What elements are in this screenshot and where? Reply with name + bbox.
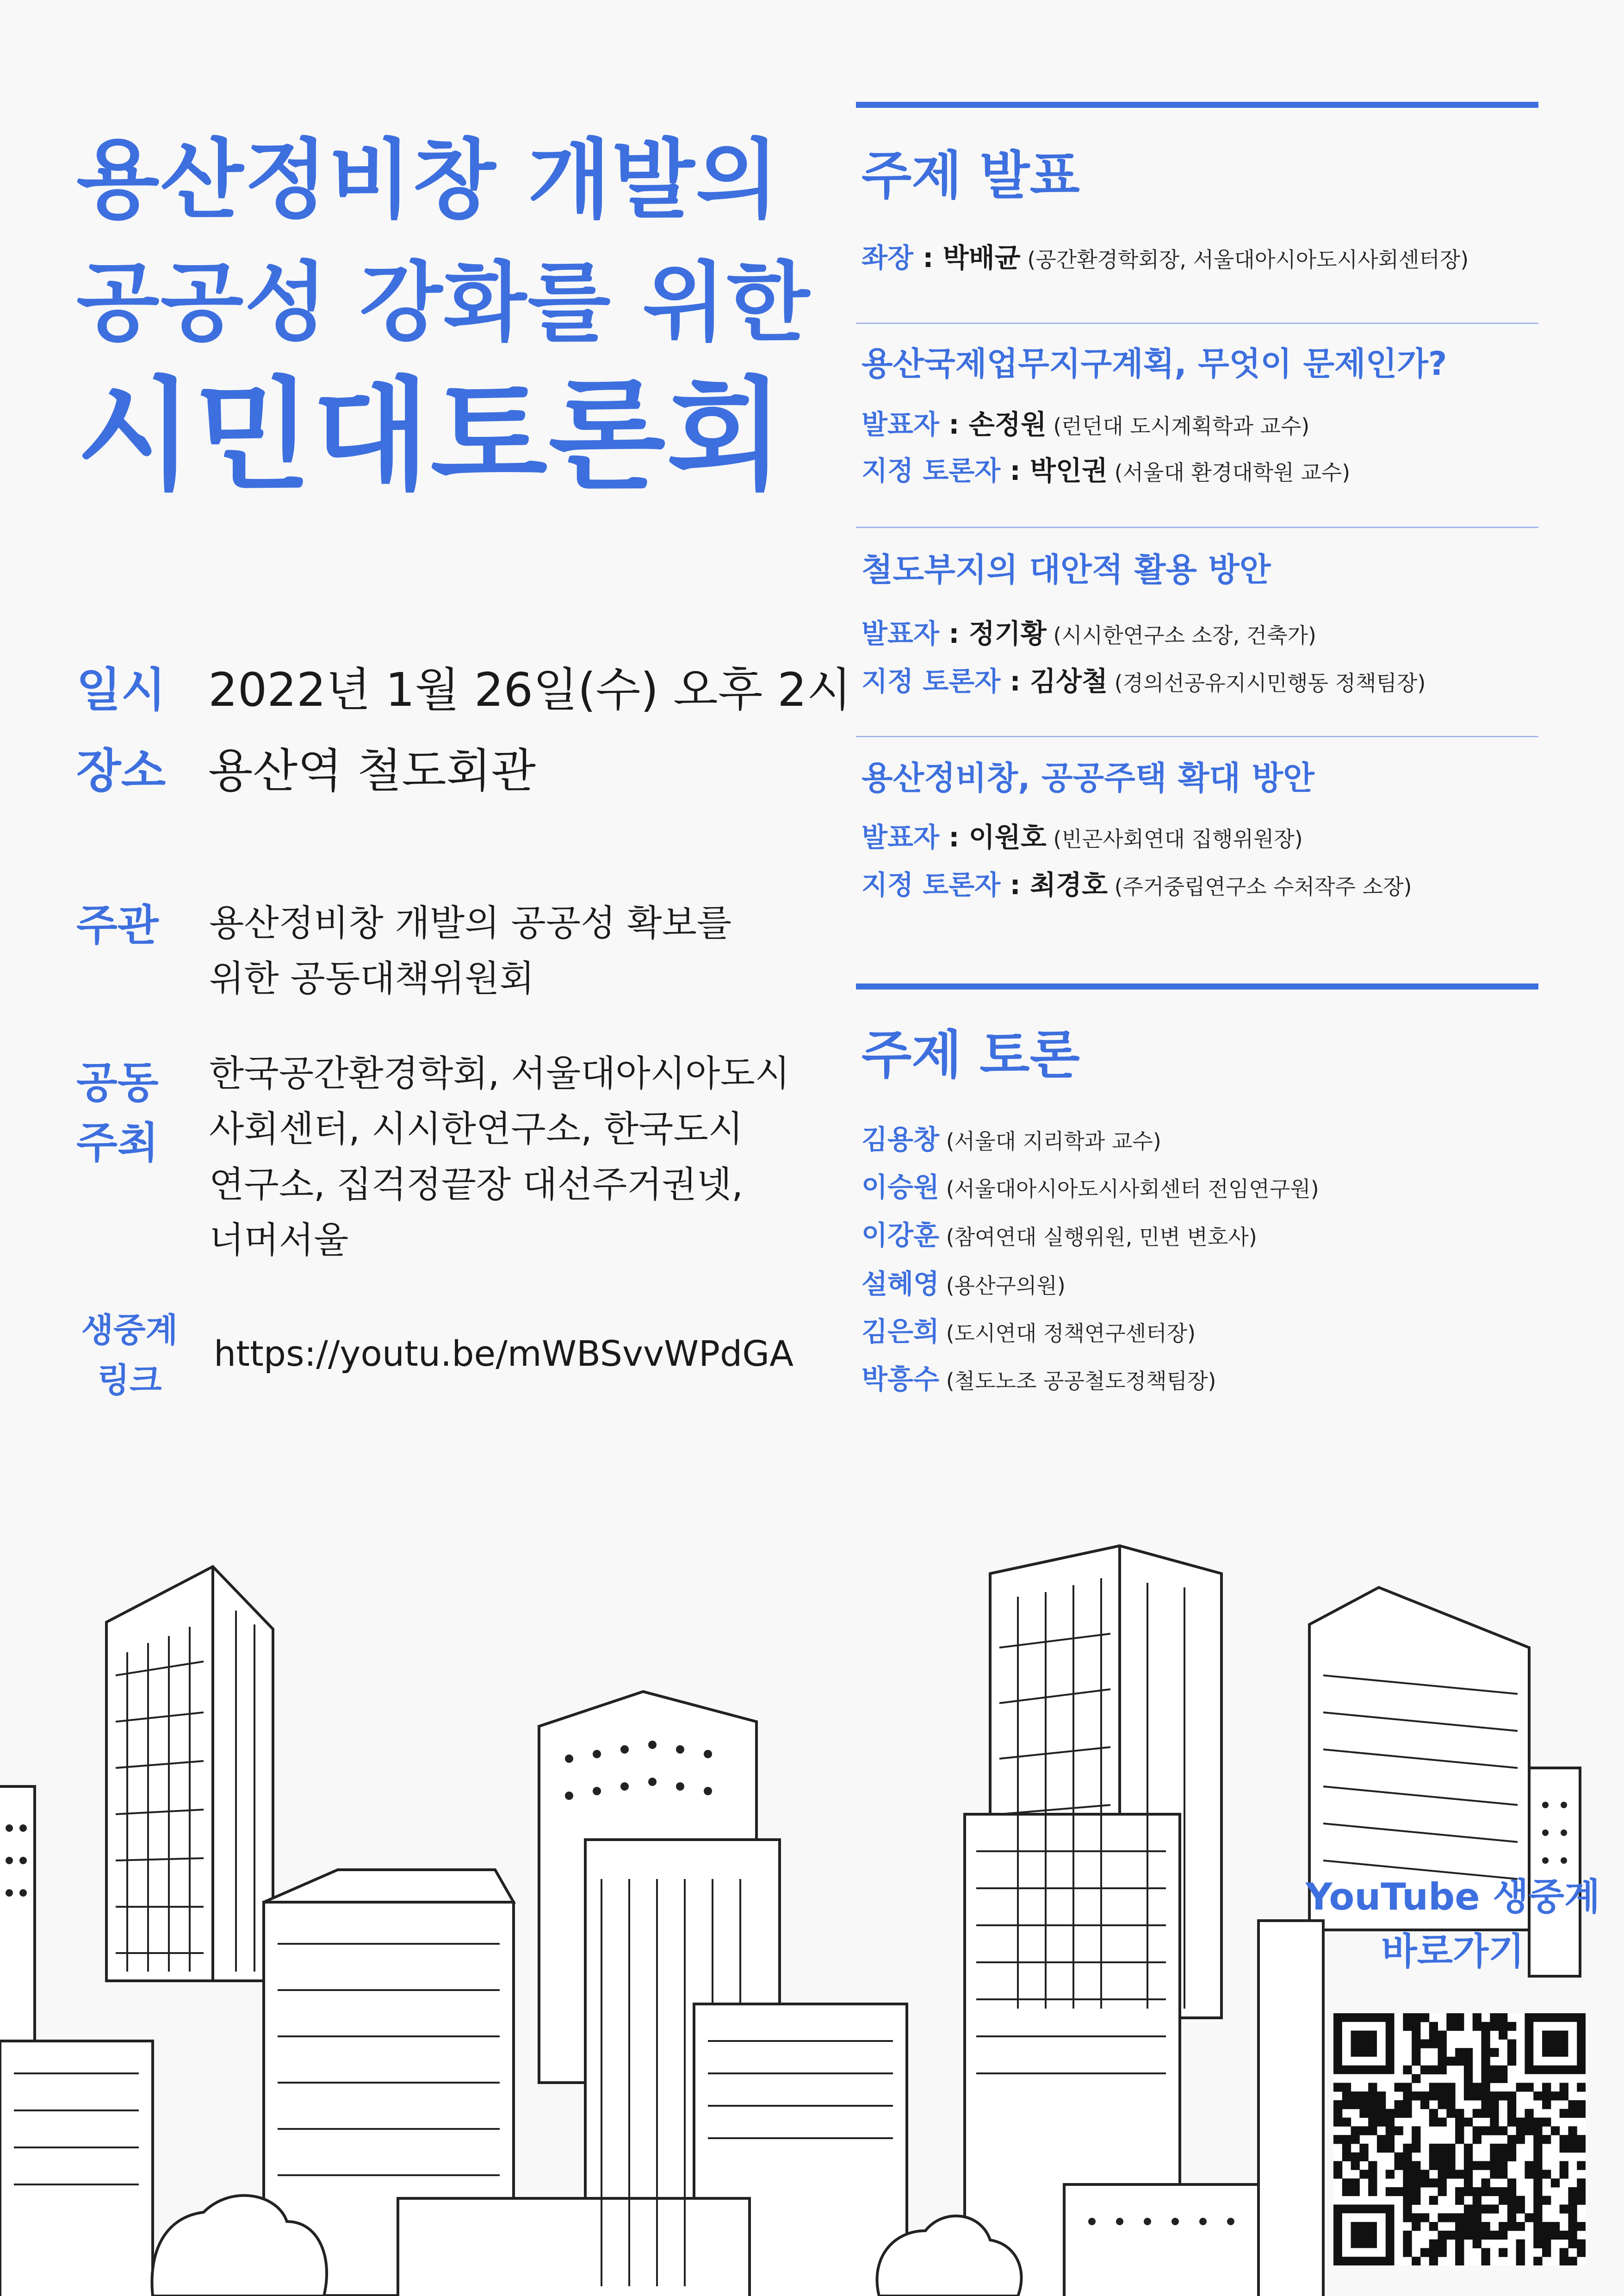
cohost-line: 사회센터, 시시한연구소, 한국도시	[209, 1108, 744, 1150]
topic-title-3: 용산정비창, 공공주택 확대 방안	[862, 759, 1314, 797]
host-label: 주관	[76, 901, 159, 950]
date-label: 일시	[76, 663, 166, 717]
title-line-2: 공공성 강화를 위한	[76, 252, 811, 353]
divider	[856, 736, 1538, 737]
date-row	[76, 653, 851, 719]
discussant-row-2: 지정 토론자 : 김상철 (경의선공유지시민행동 정책팀장)	[862, 666, 1426, 697]
title-line-3: 시민대토론회	[76, 365, 785, 506]
chair-row: 좌장 : 박배균 (공간환경학회장, 서울대아시아도시사회센터장)	[862, 242, 1469, 274]
date-value: 2022년 1월 26일(수) 오후 2시	[208, 663, 852, 717]
qr-caption: YouTube 생중계 바로가기	[1305, 1875, 1600, 1973]
discussant-row-3: 지정 토론자 : 최경호 (주거중립연구소 수처작주 소장)	[862, 869, 1412, 901]
host-text	[209, 896, 731, 1007]
panelist-row: 박흥수 (철도노조 공공철도정책팀장)	[862, 1363, 1216, 1395]
topic-title-2: 철도부지의 대안적 활용 방안	[862, 551, 1271, 589]
presenter-row-1: 발표자 : 손정원 (런던대 도시계획학과 교수)	[862, 409, 1310, 440]
panelist-row: 이강훈 (참여연대 실행위원, 민변 변호사)	[862, 1220, 1257, 1251]
cohost-line: 너머서울	[209, 1220, 349, 1261]
section-divider-discussion	[856, 983, 1538, 989]
cohost-line: 한국공간환경학회, 서울대아시아도시	[209, 1053, 790, 1095]
divider	[856, 527, 1538, 528]
presenter-row-3: 발표자 : 이원호 (빈곤사회연대 집행위원장)	[862, 821, 1303, 853]
youtube-qr-code[interactable]	[1333, 2013, 1586, 2265]
divider	[856, 323, 1538, 324]
qr-code-image	[1333, 2013, 1586, 2265]
live-stream-link[interactable]: https://youtu.be/mWBSvvWPdGA	[214, 1333, 794, 1374]
cohost-text	[209, 1046, 790, 1268]
presenter-row-2: 발표자 : 정기황 (시시한연구소 소장, 건축가)	[862, 618, 1316, 649]
topic-title-1: 용산국제업무지구계획, 무엇이 문제인가?	[862, 345, 1447, 383]
section-divider-top	[856, 102, 1538, 108]
presentation-heading: 주제 발표	[862, 146, 1080, 206]
place-row	[76, 734, 536, 800]
place-value: 용산역 철도회관	[208, 744, 536, 798]
discussion-heading: 주제 토론	[862, 1025, 1080, 1085]
place-label: 장소	[76, 744, 166, 798]
panelist-row: 설혜영 (용산구의원)	[862, 1268, 1066, 1300]
discussant-row-1: 지정 토론자 : 박인권 (서울대 환경대학원 교수)	[862, 455, 1351, 486]
title-line-1: 용산정비창 개발의	[76, 130, 780, 230]
cohost-line: 연구소, 집걱정끝장 대선주거권넷,	[209, 1164, 744, 1206]
panelist-row: 김용창 (서울대 지리학과 교수)	[862, 1124, 1161, 1155]
panelist-row: 김은희 (도시연대 정책연구센터장)	[862, 1316, 1196, 1347]
host-line: 용산정비창 개발의 공공성 확보를	[209, 902, 732, 944]
panelist-row: 이승원 (서울대아시아도시사회센터 전임연구원)	[862, 1171, 1319, 1203]
cohost-label: 공동 주최	[76, 1058, 159, 1168]
live-label: 생중계 링크	[81, 1311, 178, 1400]
host-line: 위한 공동대책위원회	[209, 958, 534, 1000]
